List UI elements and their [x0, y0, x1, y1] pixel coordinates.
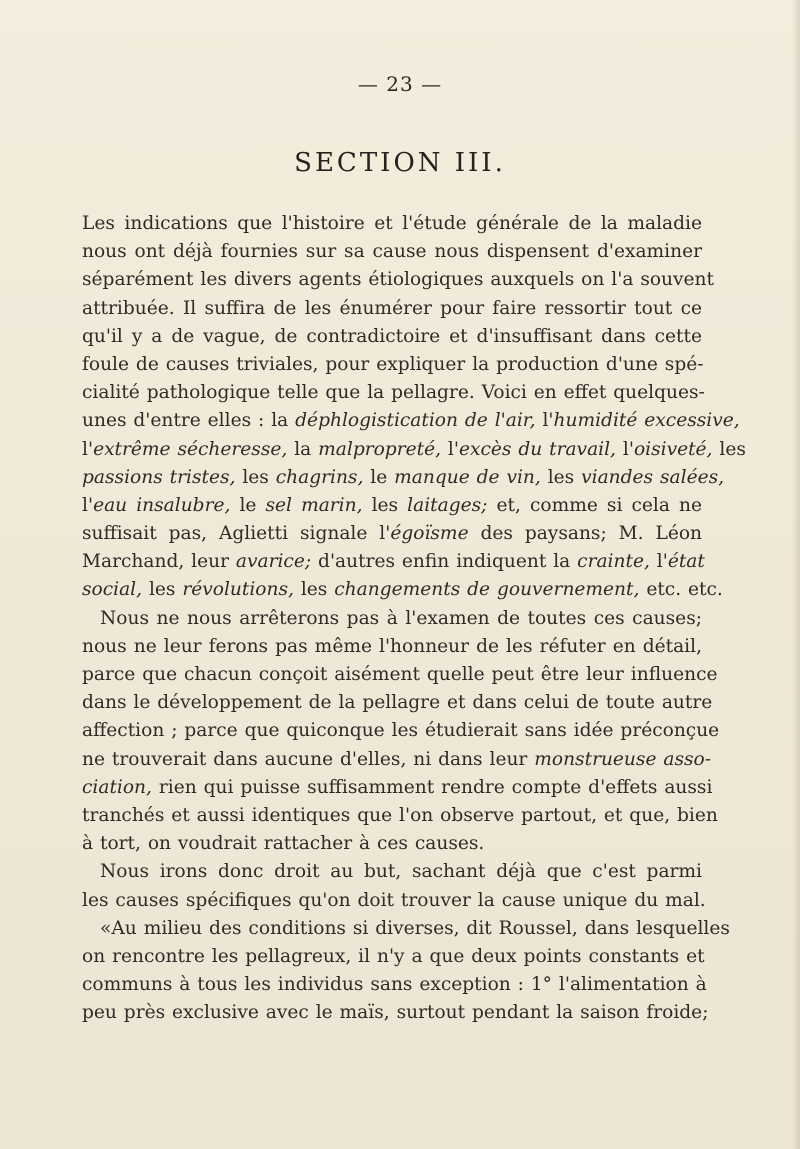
text-run: attribuée. Il suffira de les énumérer pour faire ressortir tout ce: [82, 297, 702, 319]
italic-phrase: extrême sécheresse,: [93, 438, 288, 460]
text-line: [82, 915, 730, 943]
text-run: à tort, on voudrait rattacher à ces causes.: [82, 833, 485, 855]
text-run: ne trouverait dans aucune d'elles, ni dans leur: [82, 748, 535, 770]
text-run: nous ont déjà fournies sur sa cause nous dispensent d'examiner: [82, 241, 702, 263]
text-line: [82, 295, 702, 323]
text-run: Nous irons donc droit au but, sachant déjà que c'est parmi: [100, 861, 702, 883]
text-line: [82, 266, 714, 294]
italic-phrase: eau insalubre,: [93, 494, 231, 516]
text-line: [82, 999, 709, 1027]
text-line: [82, 689, 713, 717]
italic-phrase: passions tristes,: [82, 466, 236, 488]
section-title: SECTION III.: [294, 148, 506, 178]
text-run: l': [615, 438, 634, 460]
text-run: affection ; parce que quiconque les étudierait sans idée préconçue: [82, 720, 720, 742]
text-line: [82, 971, 707, 999]
text-line: [82, 407, 740, 435]
text-run: unes d'entre elles : la: [82, 410, 296, 432]
text-line: [82, 492, 702, 520]
italic-phrase: avarice;: [235, 551, 312, 573]
text-run: les: [235, 466, 276, 488]
italic-phrase: déphlogistication de l'air,: [295, 410, 536, 432]
italic-phrase: oisiveté,: [633, 438, 713, 460]
body-text: [82, 210, 746, 1027]
text-line: [82, 520, 702, 548]
text-run: le: [230, 494, 266, 516]
text-run: peu près exclusive avec le maïs, surtout pendant la saison froide;: [82, 1002, 709, 1024]
text-run: le: [363, 466, 395, 488]
italic-phrase: sel marin,: [265, 494, 363, 516]
text-run: «Au milieu des conditions si diverses, dit Roussel, dans lesquelles: [100, 917, 730, 939]
italic-phrase: humidité excessive,: [553, 410, 740, 432]
text-run: séparément les divers agents étiologiques auxquels on l'a souvent: [82, 269, 714, 291]
italic-phrase: social,: [82, 579, 143, 601]
italic-phrase: changements de gouvernement,: [334, 579, 640, 601]
paragraph: [82, 605, 720, 859]
text-run: d'autres enfin indiquent la: [311, 551, 578, 573]
text-run: les: [293, 579, 335, 601]
paragraph: [82, 915, 730, 1028]
italic-phrase: chagrins,: [275, 466, 364, 488]
text-run: l': [82, 438, 94, 460]
text-run: cialité pathologique telle que la pellagre. Voici en effet quelques-: [82, 382, 705, 404]
text-line: [82, 858, 702, 886]
text-run: etc. etc.: [639, 579, 723, 601]
page-number: — 23 —: [357, 72, 443, 96]
text-line: [82, 774, 713, 802]
italic-phrase: égoïsme: [390, 523, 469, 545]
paragraph: [82, 858, 706, 914]
text-line: [82, 661, 718, 689]
text-run: des paysans; M. Léon: [468, 523, 702, 545]
text-line: [82, 830, 702, 858]
text-run: Nous ne nous arrêterons pas à l'examen de toutes ces causes;: [100, 607, 702, 629]
text-run: l': [649, 551, 668, 573]
text-line: [82, 802, 718, 830]
text-line: [82, 943, 705, 971]
text-line: [82, 605, 702, 633]
text-line: [82, 238, 702, 266]
text-run: la: [287, 438, 319, 460]
text-run: tranchés et aussi identiques que l'on observe partout, et que, bien: [82, 804, 718, 826]
text-run: les: [712, 438, 746, 460]
text-run: Les indications que l'histoire et l'étude générale de la maladie: [82, 213, 702, 234]
text-line: [82, 576, 723, 604]
italic-phrase: manque de vin,: [394, 466, 541, 488]
italic-phrase: état: [667, 551, 705, 573]
paragraph: [82, 210, 746, 605]
text-line: [82, 351, 702, 379]
italic-phrase: révolutions,: [182, 579, 294, 601]
text-run: les: [362, 494, 408, 516]
text-line: [82, 210, 702, 238]
text-line: [82, 323, 702, 351]
italic-phrase: malpropreté,: [318, 438, 441, 460]
text-run: et, comme si cela ne: [487, 494, 702, 516]
text-line: [82, 548, 705, 576]
text-run: rien qui puisse suffisamment rendre compte d'effets aussi: [151, 776, 713, 798]
text-run: on rencontre les pellagreux, il n'y a que deux points constants et: [82, 945, 705, 967]
italic-phrase: monstrueuse asso-: [534, 748, 712, 770]
text-run: les causes spécifiques qu'on doit trouver la cause unique du mal.: [82, 889, 706, 911]
italic-phrase: laitages;: [407, 494, 488, 516]
text-line: [82, 887, 706, 915]
text-line: [82, 464, 725, 492]
text-run: les: [142, 579, 183, 601]
italic-phrase: viandes salées,: [581, 466, 725, 488]
text-run: l': [82, 494, 94, 516]
text-run: l': [441, 438, 459, 460]
text-run: les: [540, 466, 582, 488]
text-line: [82, 717, 720, 745]
italic-phrase: excès du travail,: [458, 438, 616, 460]
text-run: dans le développement de la pellagre et dans celui de toute autre: [82, 692, 713, 714]
text-run: suffisait pas, Aglietti signale l': [82, 523, 391, 545]
text-run: communs à tous les individus sans exception : 1° l'alimentation à: [82, 974, 707, 996]
text-run: l': [535, 410, 554, 432]
text-run: nous ne leur ferons pas même l'honneur de les réfuter en détail,: [82, 635, 702, 657]
text-line: [82, 746, 712, 774]
text-run: foule de causes triviales, pour expliquer la production d'une spé-: [82, 353, 704, 375]
text-run: parce que chacun conçoit aisément quelle peut être leur influence: [82, 664, 718, 685]
text-line: [82, 633, 702, 661]
italic-phrase: ciation,: [82, 776, 152, 798]
text-run: qu'il y a de vague, de contradictoire et d'insuffisant dans cette: [82, 325, 702, 347]
italic-phrase: crainte,: [577, 551, 650, 573]
text-line: [82, 436, 746, 464]
text-line: [82, 379, 705, 407]
text-run: Marchand, leur: [82, 551, 236, 573]
